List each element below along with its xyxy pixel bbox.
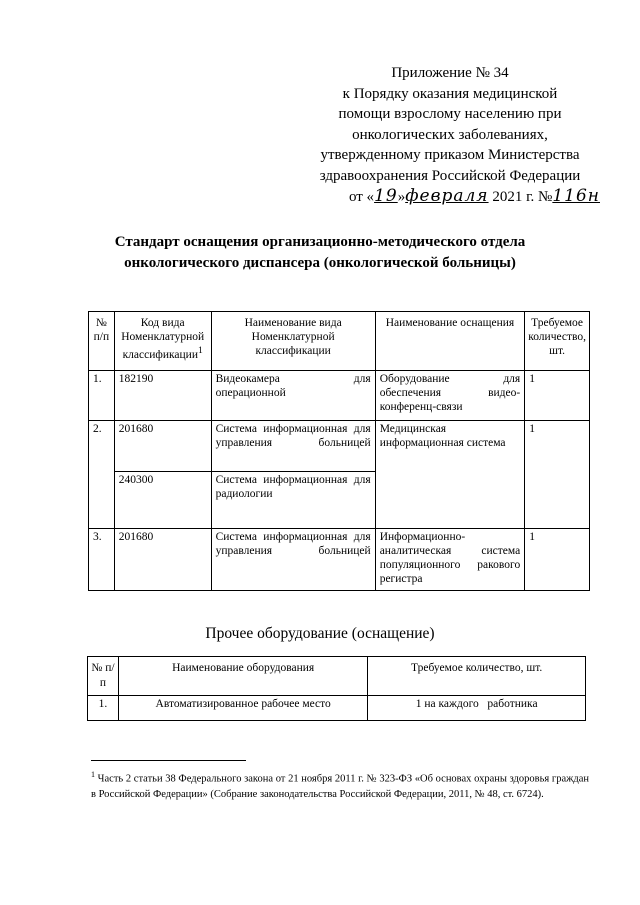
- header-code-text: Код вида Номенклатурной классификации: [121, 317, 205, 361]
- header-equipment: Наименование оснащения: [375, 312, 525, 371]
- equipment-standard-table: [88, 311, 590, 591]
- header-name: Наименование оборудования: [118, 657, 367, 696]
- handwritten-order-number: 116н: [552, 186, 600, 206]
- other-equipment-table: [87, 656, 586, 721]
- header-line: к Порядку оказания медицинской: [342, 85, 558, 102]
- date-mid: »: [397, 189, 406, 205]
- cell-quantity: 1: [525, 529, 590, 591]
- cell-name: Автоматизированное рабочее место: [118, 696, 367, 721]
- cell-num: 1.: [88, 696, 119, 721]
- cell-code: 201680: [114, 529, 211, 591]
- footnote-ref: 1: [197, 345, 203, 356]
- cell-quantity: 1 на каждого работника: [368, 696, 586, 721]
- header-quantity: Требуемое количество, шт.: [368, 657, 586, 696]
- cell-code: 240300: [114, 472, 211, 529]
- footnote-text: Часть 2 статьи 38 Федерального закона от 21 ноября 2011 г. № 323-ФЗ «Об основах охраны здоровья граждан в Российской Федерации» (Собрание законодательства Российской Федерации, 2011, № 48, ст. 6724).: [91, 773, 589, 800]
- header-quantity: Требуемое количество, шт.: [525, 312, 590, 371]
- header-line: здравоохранения Российской Федерации: [319, 167, 581, 184]
- header-line: утвержденному приказом Министерства: [320, 147, 580, 163]
- header-line: онкологических заболеваниях,: [352, 126, 548, 143]
- cell-code: 201680: [114, 421, 211, 472]
- cell-kind: Система информационная для управления больницей: [211, 421, 375, 472]
- header-num: № п/п: [89, 312, 115, 371]
- table-row: [89, 529, 590, 591]
- table-row: [88, 696, 586, 721]
- header-num: № п/п: [88, 657, 119, 696]
- header-line: помощи взрослому населению при: [338, 106, 562, 122]
- title-line: Стандарт оснащения организационно-методического отдела: [114, 234, 526, 250]
- table-header-row: [88, 657, 586, 696]
- footnote-mark: 1: [91, 770, 95, 779]
- cell-equipment: Медицинская информационная система: [375, 421, 525, 529]
- cell-kind: Система информационная для радиологии: [211, 472, 375, 529]
- cell-equipment: Оборудование для обеспечения видео-конференц-связи: [375, 371, 525, 421]
- appendix-header: [300, 63, 600, 208]
- cell-quantity: 1: [525, 421, 590, 529]
- section-subtitle: Прочее оборудование (оснащение): [205, 625, 435, 642]
- year-text: 2021 г. №: [492, 189, 553, 205]
- title-line: онкологического диспансера (онкологической больницы): [124, 255, 516, 271]
- handwritten-day: 19: [374, 186, 398, 206]
- cell-kind: Система информационная для управления больницей: [211, 529, 375, 591]
- cell-num: 1.: [89, 371, 115, 421]
- table-header-row: [89, 312, 590, 371]
- table-row: [89, 421, 590, 472]
- cell-code: 182190: [114, 371, 211, 421]
- cell-kind: Видеокамера для операционной: [211, 371, 375, 421]
- footnote-divider: [91, 760, 246, 761]
- cell-equipment: Информационно-аналитическая система популяционного ракового регистра: [375, 529, 525, 591]
- header-kind: Наименование вида Номенклатурной классификации: [211, 312, 375, 371]
- document-title: [70, 232, 570, 274]
- footnote: [91, 767, 589, 802]
- handwritten-month: февраля: [405, 186, 489, 206]
- order-date-line: [300, 186, 600, 208]
- cell-num: 3.: [89, 529, 115, 591]
- table-row: [89, 371, 590, 421]
- header-code: [114, 312, 211, 371]
- date-prefix: от «: [348, 189, 375, 205]
- appendix-number: Приложение № 34: [391, 65, 509, 81]
- cell-num: 2.: [89, 421, 115, 529]
- cell-quantity: 1: [525, 371, 590, 421]
